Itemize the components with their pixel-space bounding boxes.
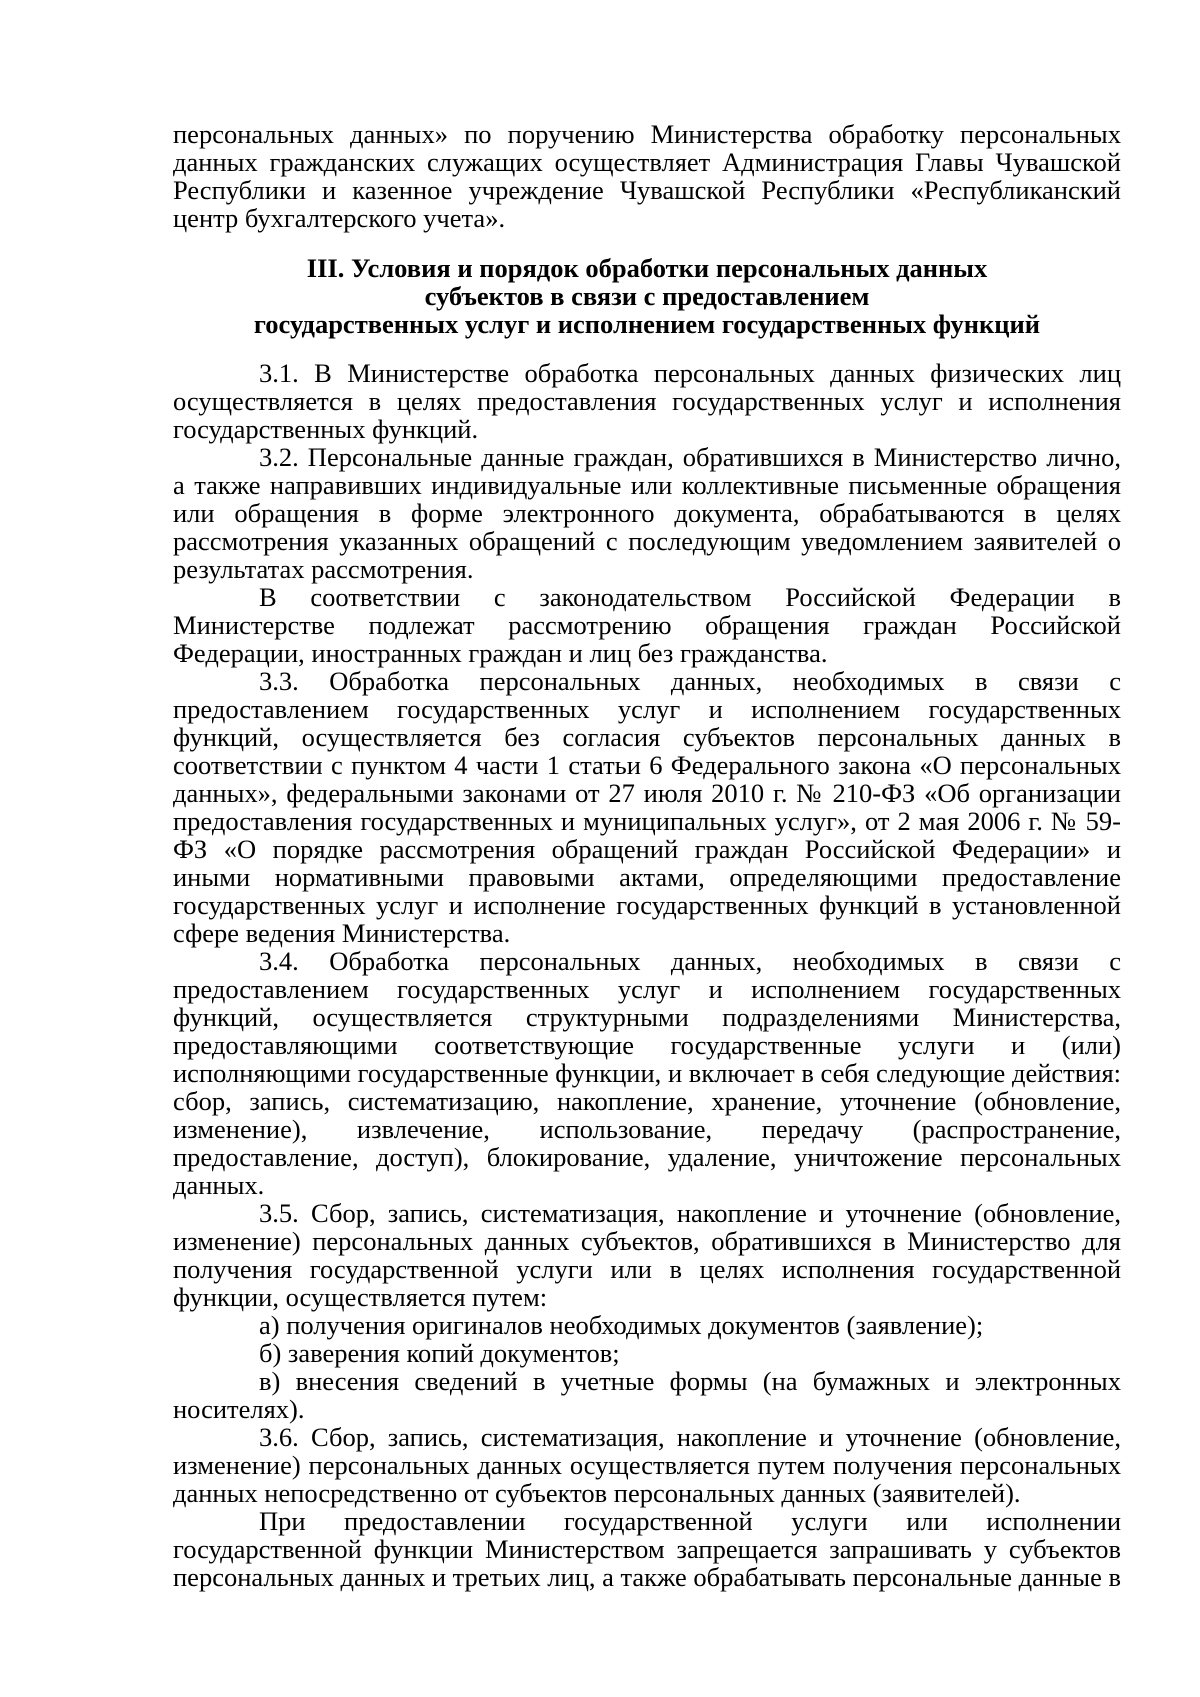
paragraph-3-3: 3.3. Обработка персональных данных, необходимых в связи с предоставлением государственных услуг и исполнением государственных функций, осуществляется без согласия субъектов персональных данных в соответствии с пунктом 4 части 1 статьи 6 Федерального закона «О персональных данных», федеральными законами от 27 июля 2010 г. № 210-ФЗ «Об организации предоставления государственных и муниципальных услуг», от 2 мая 2006 г. № 59-ФЗ «О порядке рассмотрения обращений граждан Российской Федерации» и иными нормативными правовыми актами, определяющими предоставление государственных услуг и исполнение государственных функций в установленной сфере ведения Министерства. <box>173 666 1121 948</box>
section-heading-line-3: государственных услуг и исполнением государственных функций <box>253 309 1041 339</box>
paragraph-3-4: 3.4. Обработка персональных данных, необходимых в связи с предоставлением государственных услуг и исполнением государственных функций, осуществляется структурными подразделениями Министерства, предоставляющими соответствующие государственные услуги и (или) исполняющими государственные функции, и включает в себя следующие действия: сбор, запись, систематизацию, накопление, хранение, уточнение (обновление, изменение), извлечение, использование, передачу (распространение, предоставление, доступ), блокирование, удаление, уничтожение персональных данных. <box>173 946 1121 1200</box>
list-item-a: а) получения оригиналов необходимых документов (заявление); <box>259 1310 984 1340</box>
paragraph-3-6-continued: При предоставлении государственной услуги или исполнении государственной функции Министерством запрещается запрашивать у субъектов персональных данных и третьих лиц, а также обрабатывать персональные данные в <box>173 1506 1121 1592</box>
document-body <box>173 120 1121 1591</box>
section-heading <box>173 254 1121 338</box>
section-heading-line-2: субъектов в связи с предоставлением <box>424 281 870 311</box>
paragraph-3-6: 3.6. Сбор, запись, систематизация, накопление и уточнение (обновление, изменение) персональных данных осуществляется путем получения персональных данных непосредственно от субъектов персональных данных (заявителей). <box>173 1422 1121 1508</box>
intro-paragraph: персональных данных» по поручению Министерства обработку персональных данных гражданских служащих осуществляет Администрация Главы Чувашской Республики и казенное учреждение Чувашской Республики «Республиканский центр бухгалтерского учета». <box>173 119 1121 233</box>
list-item-v: в) внесения сведений в учетные формы (на бумажных и электронных носителях). <box>173 1366 1121 1424</box>
list-item-b: б) заверения копий документов; <box>259 1338 620 1368</box>
paragraph-3-2: 3.2. Персональные данные граждан, обратившихся в Министерство лично, а также направивших индивидуальные или коллективные письменные обращения или обращения в форме электронного документа, обрабатываются в целях рассмотрения указанных обращений с последующим уведомлением заявителей о результатах рассмотрения. <box>173 442 1121 584</box>
paragraph-3-2-continued: В соответствии с законодательством Российской Федерации в Министерстве подлежат рассмотрению обращения граждан Российской Федерации, иностранных граждан и лиц без гражданства. <box>173 582 1121 668</box>
paragraph-3-1: 3.1. В Министерстве обработка персональных данных физических лиц осуществляется в целях предоставления государственных услуг и исполнения государственных функций. <box>173 358 1121 444</box>
section-heading-line-1: III. Условия и порядок обработки персональных данных <box>306 253 988 283</box>
paragraph-3-5: 3.5. Сбор, запись, систематизация, накопление и уточнение (обновление, изменение) персональных данных субъектов, обратившихся в Министерство для получения государственной услуги или в целях исполнения государственной функции, осуществляется путем: <box>173 1198 1121 1312</box>
